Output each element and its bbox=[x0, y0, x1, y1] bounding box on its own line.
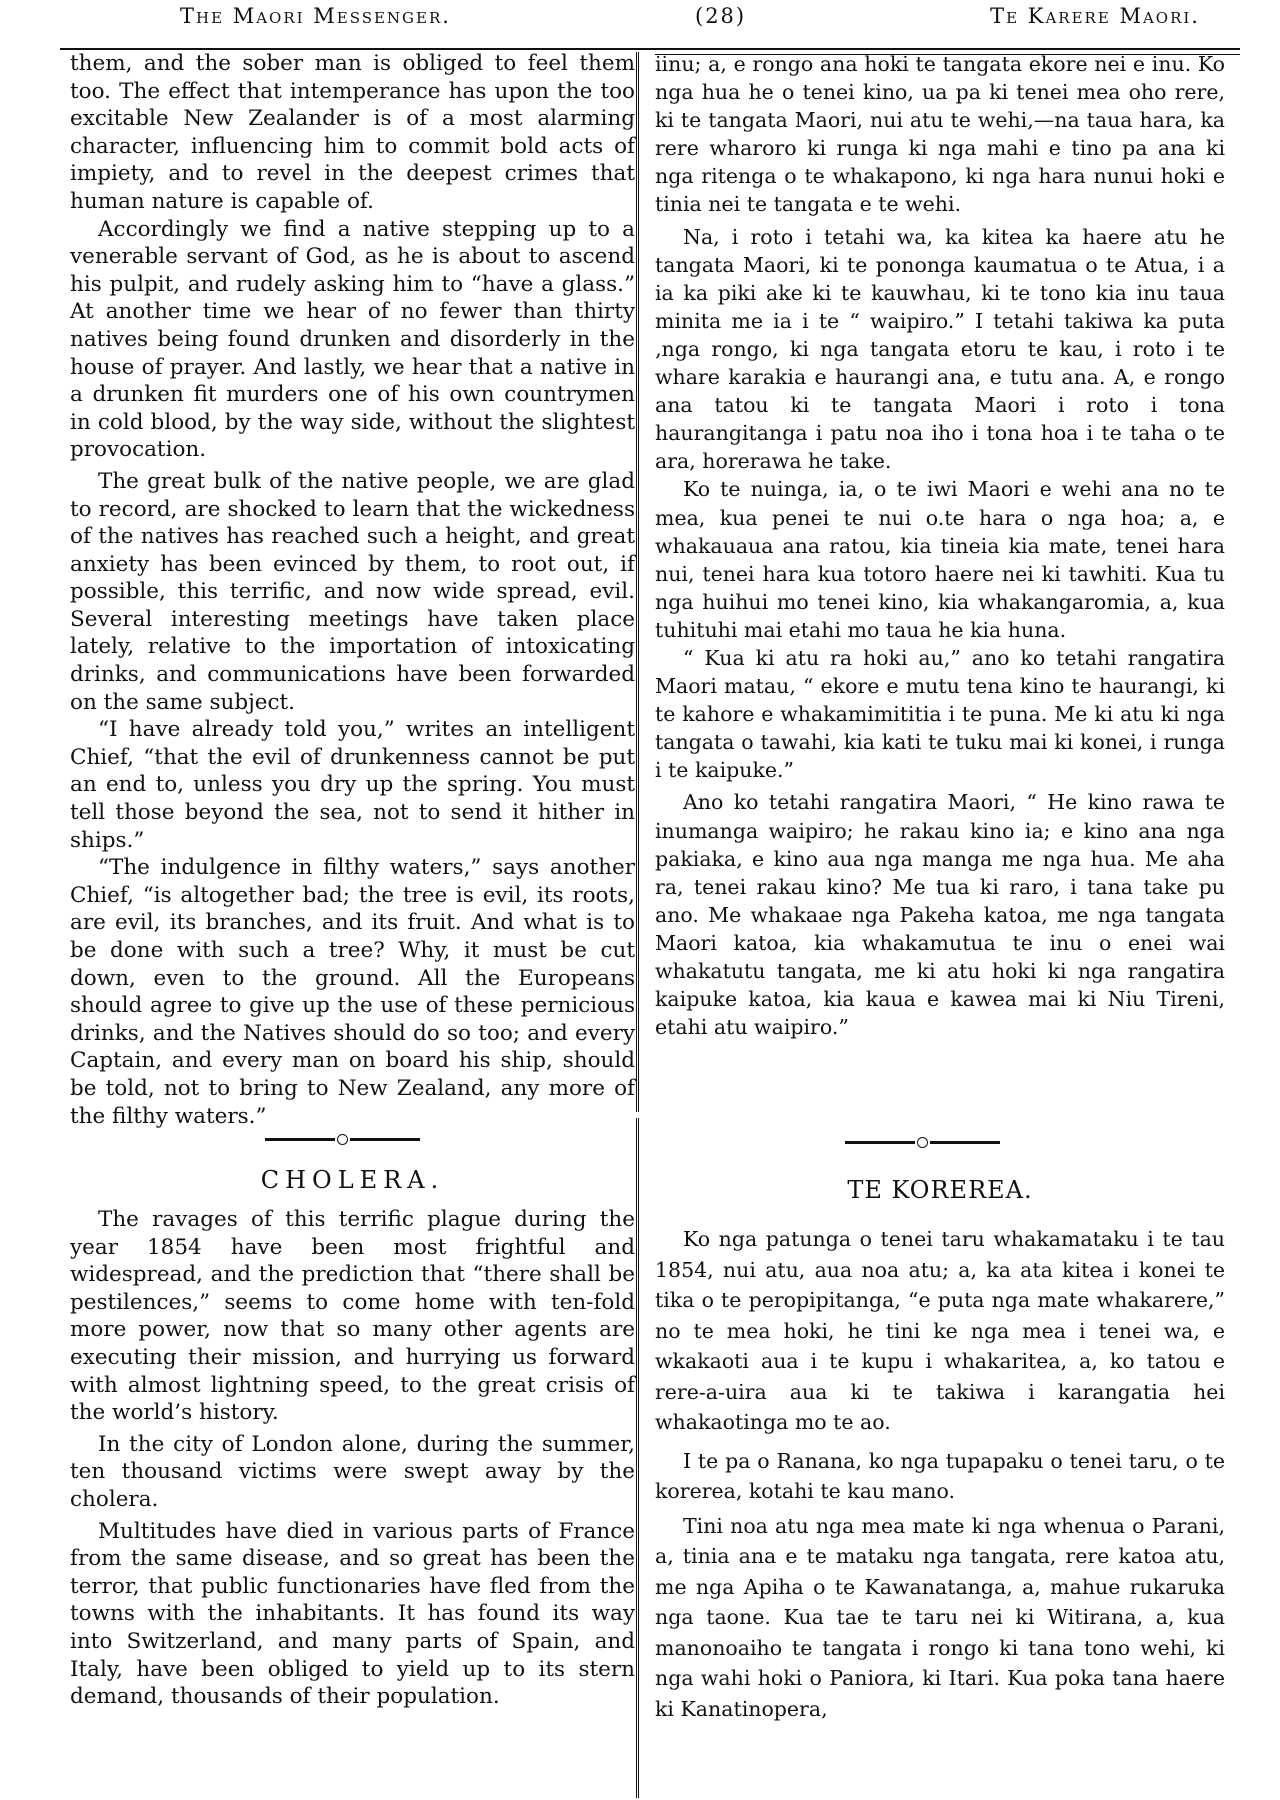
maori-column-top bbox=[655, 50, 1225, 1041]
section-ornament-right bbox=[845, 1137, 1000, 1148]
paragraph: iinu; a, e rongo ana hoki te tangata ekore nei e inu. Ko nga hua he o tenei kino, ua pa ki tenei mea oho rere, ki te tangata Maori, nui atu te wehi,—na taua hara, ka rere wharoro ki runga ki nga mahi e tino pa ana ki nga ritenga o te whakapono, ki nga hara nunui hoki e tinia nei te tangata e te wehi. bbox=[655, 52, 1225, 217]
paragraph: Accordingly we find a native stepping up to a venerable servant of God, as he is about to ascend his pulpit, and rudely asking him to “have a glass.” At another time we hear of no fewer than thirty natives being found drunken and disorderly in the house of prayer. And lastly, we hear that a native in a drunken fit murders one of his own countrymen in cold blood, by the way side, without the slightest provocation. bbox=[70, 216, 635, 463]
paragraph: Na, i roto i tetahi wa, ka kitea ka haere atu he tangata Maori, ki te pononga kaumatua o te Atua, i a ia ka piki ake ki te kauwhau, ki te tono kia inu taua minita me ia i te “ waipiro.” I tetahi takiwa ka puta ‚nga rongo, ki nga tangata etoru te kau, i roto i te whare karakia e haurangi ana, e tutu ana. A, e rongo ana tatou ki te tangata Maori i roto i tona haurangitanga i patu noa iho i tona hoa i te taha o te ara, horerawa he take. bbox=[655, 224, 1225, 474]
header-left-title: The Maori Messenger. bbox=[180, 4, 451, 28]
column-divider-bottom bbox=[636, 1118, 639, 1798]
paragraph: “The indulgence in filthy waters,” says another Chief, “is altogether bad; the tree is evil, its roots, are evil, its branches, and its fruit. And what is to be done with such a tree? Why, it must be cut down, even to the ground. All the Europeans should agree to give up the use of these pernicious drinks, and the Natives should do so too; and every Captain, and every man on board his ship, should be told, not to bring to New Zealand, any more of the filthy waters.” bbox=[70, 855, 635, 1129]
ornament-ring bbox=[917, 1137, 928, 1148]
section-ornament-left bbox=[265, 1134, 420, 1145]
english-column-top bbox=[70, 50, 635, 1130]
paragraph: Ko nga patunga o tenei taru whakamataku i te tau 1854, nui atu, aua noa atu; a, ka ata kitea i konei te tika o te peropipitanga, “e puta nga mate whakarere,” no te mea hoki, he tini ke nga mea i tenei wa, e wkakaoti aua i te kupu i whakaritea, a, ko tatou e rere-a-uira aua ki te takiwa i karangatia hei whakaotinga mo te ao. bbox=[655, 1227, 1225, 1434]
paragraph: Ko te nuinga, ia, o te iwi Maori e wehi ana no te mea, kua penei te nui o.te hara o nga hoa; a, e whakauaua ana ratou, kia tineia kia mate, tenei hara nui, tenei hara kua totoro haere nei ki tawhiti. Kua tu nga huihui mo tenei kino, kia whakangaromia, a, kua tuhituhi mai etahi mo taua he kia huna. bbox=[655, 477, 1225, 642]
paragraph: “ Kua ki atu ra hoki au,” ano ko tetahi rangatira Maori matau, “ ekore e mutu tena kino te haurangi, ki te kahore e whakamimititia i te puna. Me ki atu ki nga tangata o tawahi, kia kati te tuku mai ki konei, i runga i te kaipuke.” bbox=[655, 645, 1225, 783]
paragraph: Multitudes have died in various parts of France from the same disease, and so great has been the terror, that public functionaries have fled from the towns with the inhabitants. It has found its way into Switzerland, and many parts of Spain, and Italy, have been obliged to yield up to its stern demand, thousands of their population. bbox=[70, 1518, 635, 1710]
paragraph: them, and the sober man is obliged to feel them too. The effect that intemperance has upon the too excitable New Zealander is of a most alarming character, influencing him to commit bold acts of impiety, and to revel in the deepest crimes that human nature is capable of. bbox=[70, 51, 635, 214]
paragraph: The ravages of this terrific plague during the year 1854 have been most frightful and widespread, and the prediction that “there shall be pestilences,” seems to come home with ten-fold more power, now that so many other agents are executing their mission, and hurrying us forward with almost lightning speed, to the great crisis of the world’s history. bbox=[70, 1207, 635, 1426]
paragraph: Ano ko tetahi rangatira Maori, “ He kino rawa te inumanga waipiro; he rakau kino ia; e kino ana nga pakiaka, e kino aua nga manga me nga hua. Me aha ra, tenei rakau kino? Me tua ki raro, i tana take pu ano. Me whakaae nga Pakeha katoa, me nga tangata Maori katoa, kia whakamutua te inu o enei wai whakatutu tangata, me ki atu hoki ki nga rangatira kaipuke katoa, kia kaua e kawea mai ki Niu Tireni, etahi atu waipiro.” bbox=[655, 790, 1225, 1040]
paragraph: I te pa o Ranana, ko nga tupapaku o tenei taru, o te korerea, kotahi te kau mano. bbox=[655, 1448, 1225, 1503]
maori-column-bottom bbox=[655, 1224, 1225, 1724]
page-number: (28) bbox=[695, 4, 747, 28]
ornament-line bbox=[845, 1141, 915, 1144]
ornament-line bbox=[930, 1141, 1000, 1144]
english-column-bottom bbox=[70, 1206, 635, 1711]
english-section-title: CHOLERA. bbox=[260, 1166, 445, 1194]
ornament-line bbox=[350, 1138, 420, 1141]
column-divider-top bbox=[636, 52, 639, 1112]
ornament-ring bbox=[337, 1134, 348, 1145]
header-right-title: Te Karere Maori. bbox=[990, 4, 1200, 28]
paragraph: Tini noa atu nga mea mate ki nga whenua o Parani, a, tinia ana e te mataku nga tangata, rere katoa atu, me nga Apiha o te Kawanatanga, a, mahue rukaruka nga taone. Kua tae te taru nei ki Witirana, a, kua manonoaiho te tangata i rongo ki tana tono wehi, ki nga wahi hoki o Paniora, ki Itari. Kua poka tana haere ki Kanatinopera, bbox=[655, 1513, 1225, 1721]
page-header bbox=[60, 0, 1240, 34]
paragraph: The great bulk of the native people, we are glad to record, are shocked to learn that the wickedness of the natives has reached such a height, and great anxiety has been evinced by them, to root out, if possible, this terrific, and now wide spread, evil. Several interesting meetings have taken place lately, relative to the importation of intoxicating drinks, and communications have been forwarded on the same subject. bbox=[70, 468, 635, 715]
ornament-line bbox=[265, 1138, 335, 1141]
paragraph: “I have already told you,” writes an intelligent Chief, “that the evil of drunkenness cannot be put an end to, unless you dry up the spring. You must tell those beyond the sea, not to send it hither in ships.” bbox=[70, 717, 635, 853]
paragraph: In the city of London alone, during the summer, ten thousand victims were swept away by the cholera. bbox=[70, 1431, 635, 1512]
maori-section-title: TE KOREREA. bbox=[847, 1176, 1033, 1204]
